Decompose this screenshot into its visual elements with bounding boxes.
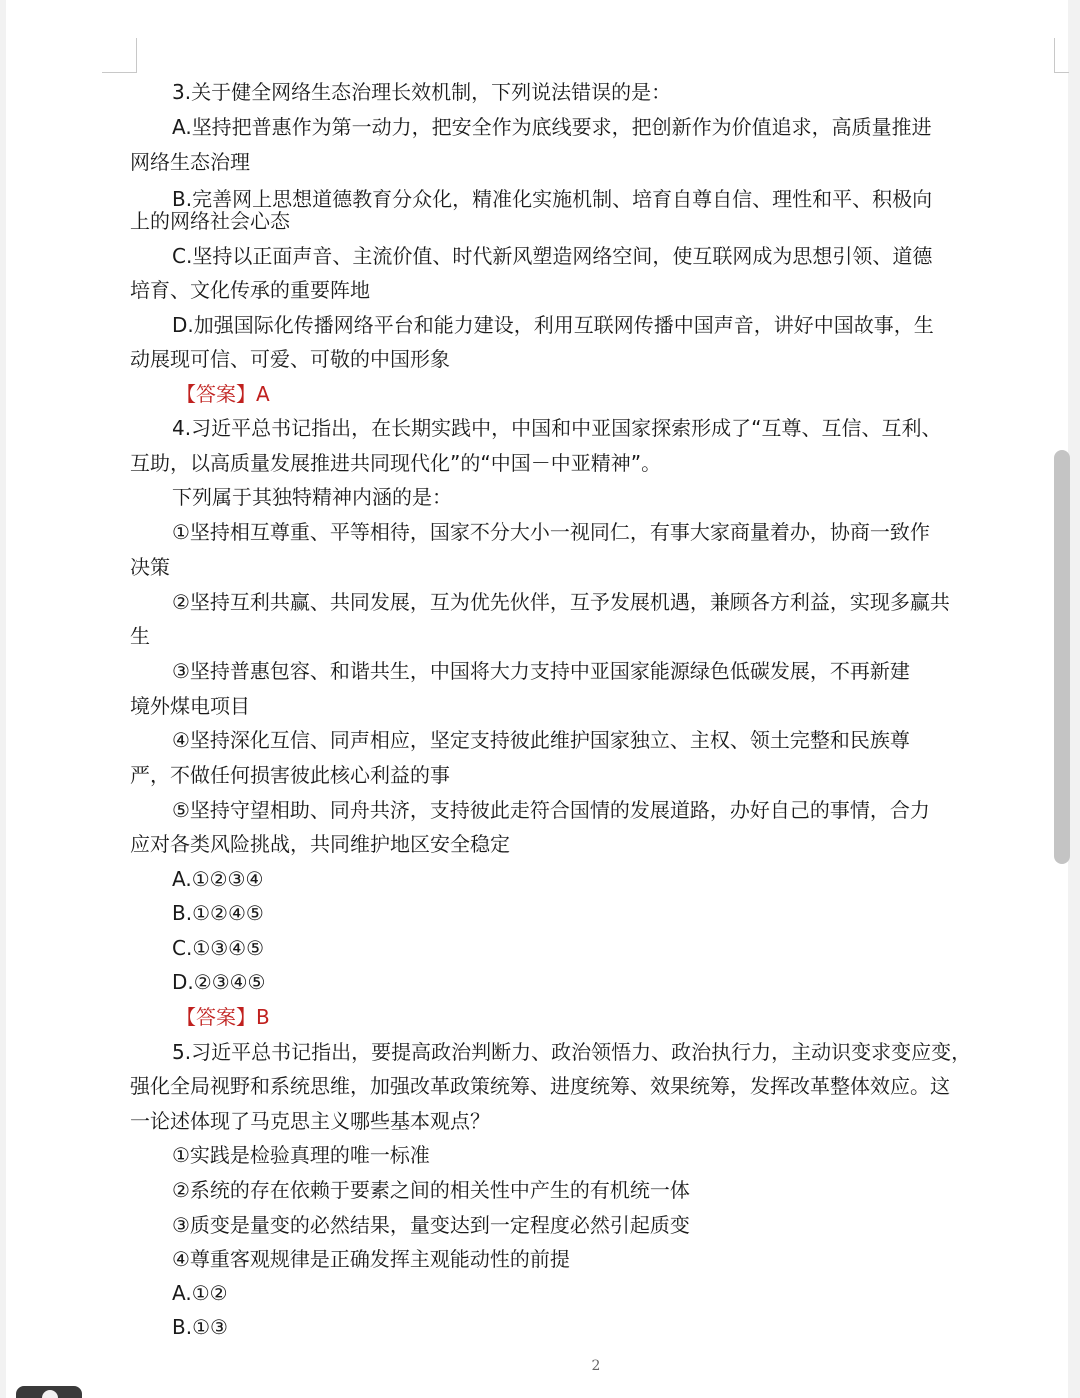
question-4-option-a: A.①②③④: [172, 867, 264, 891]
floating-action-button[interactable]: [16, 1386, 82, 1398]
question-4-prompt: 下列属于其独特精神内涵的是：: [172, 485, 452, 509]
page-number: 2: [591, 1358, 601, 1374]
question-3-option-a: A.坚持把普惠作为第一动力，把安全作为底线要求，把创新作为价值追求，高质量推进: [172, 115, 932, 139]
question-4-item-1-cont: 决策: [130, 555, 170, 579]
question-4-item-3: ③坚持普惠包容、和谐共生，中国将大力支持中亚国家能源绿色低碳发展，不再新建: [172, 659, 910, 683]
question-4-item-5-cont: 应对各类风险挑战，共同维护地区安全稳定: [130, 832, 510, 856]
answer-value: B: [256, 1005, 270, 1029]
question-4-item-4: ④坚持深化互信、同声相应，坚定支持彼此维护国家独立、主权、领土完整和民族尊: [172, 728, 910, 752]
fab-icon: [42, 1390, 58, 1398]
question-3-answer: [176, 379, 270, 409]
question-5-stem: 5.习近平总书记指出，要提高政治判断力、政治领悟力、政治执行力，主动识变求变应变，: [172, 1040, 972, 1064]
question-5-item-2: ②系统的存在依赖于要素之间的相关性中产生的有机统一体: [172, 1178, 690, 1202]
question-4-item-2: ②坚持互利共赢、共同发展，互为优先伙伴，互予发展机遇，兼顾各方利益，实现多赢共: [172, 590, 950, 614]
crop-mark-top-left: [102, 38, 137, 73]
question-4-item-1: ①坚持相互尊重、平等相待，国家不分大小一视同仁，有事大家商量着办，协商一致作: [172, 520, 930, 544]
question-4-item-3-cont: 境外煤电项目: [130, 694, 250, 718]
question-5-option-b: B.①③: [172, 1315, 228, 1339]
question-4-answer: [176, 1002, 270, 1032]
question-4-option-b: B.①②④⑤: [172, 901, 264, 925]
question-4-option-c: C.①③④⑤: [172, 936, 265, 960]
question-5-item-4: ④尊重客观规律是正确发挥主观能动性的前提: [172, 1247, 570, 1271]
answer-tag: 【答案】: [176, 1005, 256, 1029]
question-5-item-1: ①实践是检验真理的唯一标准: [172, 1143, 430, 1167]
question-5-stem-cont-2: 一论述体现了马克思主义哪些基本观点？: [130, 1109, 490, 1133]
question-3-option-d: D.加强国际化传播网络平台和能力建设，利用互联网传播中国声音，讲好中国故事，生: [172, 313, 934, 337]
question-5-stem-cont-1: 强化全局视野和系统思维，加强改革政策统筹、进度统筹、效果统筹，发挥改革整体效应。这: [130, 1074, 950, 1098]
question-3-option-c-cont: 培育、文化传承的重要阵地: [130, 278, 370, 302]
question-4-stem-cont: 互助，以高质量发展推进共同现代化”的“中国－中亚精神”。: [130, 451, 662, 475]
question-4-item-4-cont: 严，不做任何损害彼此核心利益的事: [130, 763, 450, 787]
question-5-option-a: A.①②: [172, 1281, 228, 1305]
vertical-scrollbar[interactable]: [1054, 450, 1070, 864]
question-5-item-3: ③质变是量变的必然结果，量变达到一定程度必然引起质变: [172, 1213, 690, 1237]
answer-value: A: [256, 382, 270, 406]
question-4-item-2-cont: 生: [130, 624, 150, 648]
question-3-option-d-cont: 动展现可信、可爱、可敬的中国形象: [130, 347, 450, 371]
question-3-option-b: B.完善网上思想道德教育分众化，精准化实施机制、培育自尊自信、理性和平、积极向: [172, 187, 933, 211]
answer-tag: 【答案】: [176, 382, 256, 406]
document-page: [6, 0, 1068, 1398]
question-3-option-c: C.坚持以正面声音、主流价值、时代新风塑造网络空间，使互联网成为思想引领、道德: [172, 244, 933, 268]
question-4-item-5: ⑤坚持守望相助、同舟共济，支持彼此走符合国情的发展道路，办好自己的事情，合力: [172, 798, 930, 822]
question-3-option-b-cont: 上的网络社会心态: [130, 209, 290, 233]
question-3-option-a-cont: 网络生态治理: [130, 150, 250, 174]
question-3-stem: 3.关于健全网络生态治理长效机制，下列说法错误的是：: [172, 80, 672, 104]
question-4-option-d: D.②③④⑤: [172, 970, 266, 994]
question-4-stem: 4.习近平总书记指出，在长期实践中，中国和中亚国家探索形成了“互尊、互信、互利、: [172, 416, 942, 440]
crop-mark-top-right: [1054, 38, 1069, 73]
